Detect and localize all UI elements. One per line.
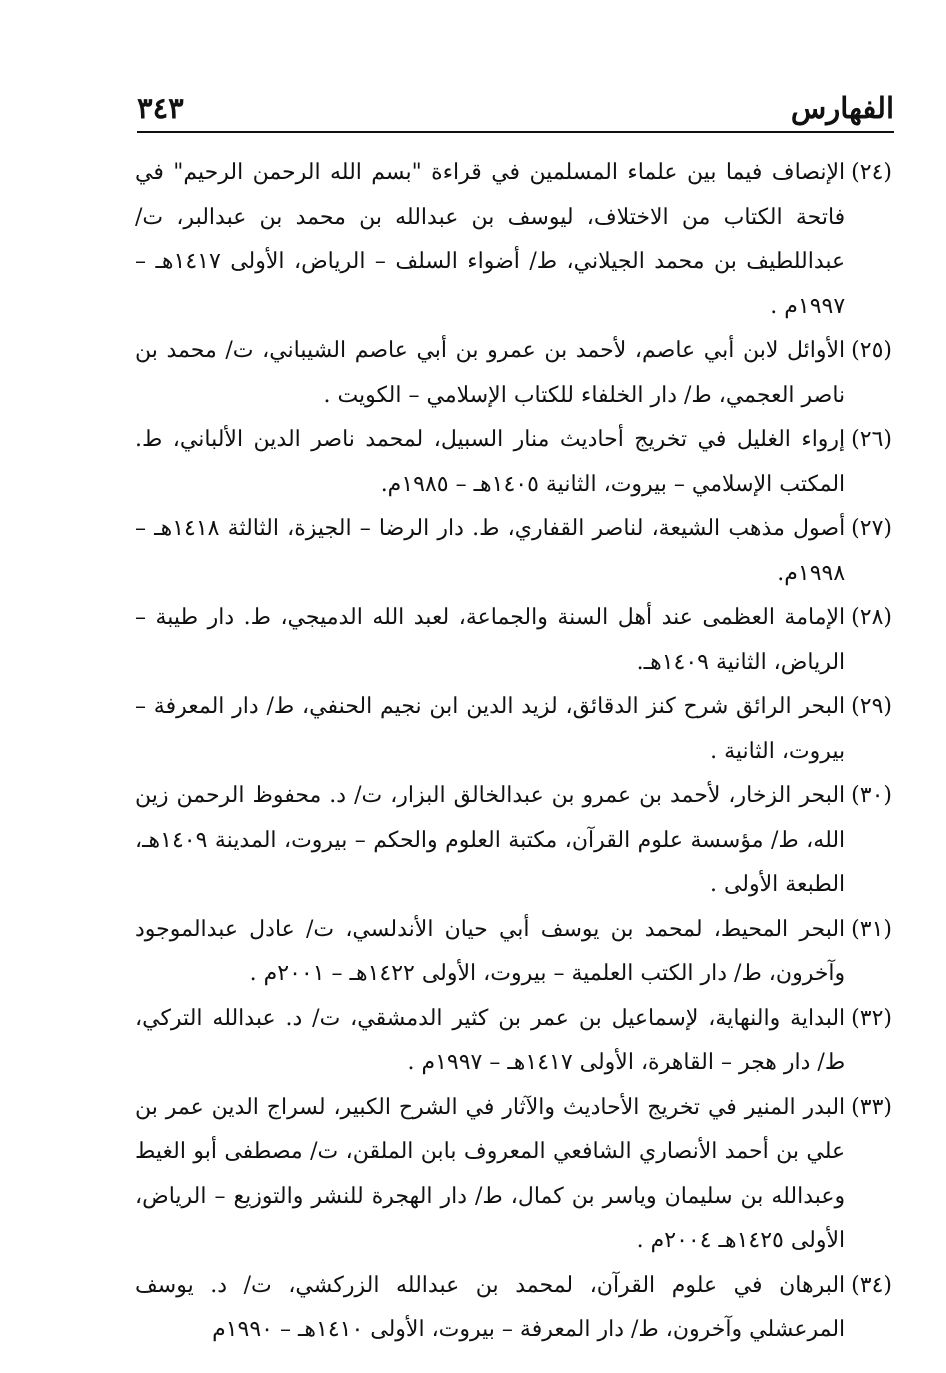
entry-text: البحر الرائق شرح كنز الدقائق، لزيد الدين ابن نجيم الحنفي، ط/ دار المعرفة – بيروت، الثانية . bbox=[135, 694, 846, 764]
entry-number: (٢٥) bbox=[851, 338, 892, 363]
entry-text: الإنصاف فيما بين علماء المسلمين في قراءة "بسم الله الرحمن الرحيم" في فاتحة الكتاب من الاختلاف، ليوسف بن عبدالله بن محمد بن عبدالبر، ت/ عبداللطيف بن محمد الجيلاني، ط/ أضواء السلف – الرياض، الأولى ١٤١٧هـ – ١٩٩٧م . bbox=[135, 160, 846, 319]
header-divider bbox=[137, 131, 894, 133]
bibliography-list bbox=[135, 151, 892, 1353]
entry-text: البدر المنير في تخريج الأحاديث والآثار في الشرح الكبير، لسراج الدين عمر بن علي بن أحمد الأنصاري الشافعي المعروف بابن الملقن، ت/ مصطفى أبو الغيط وعبدالله بن سليمان وياسر بن كمال، ط/ دار الهجرة للنشر والتوزيع – الرياض، الأولى ١٤٢٥هـ ٢٠٠٤م . bbox=[135, 1094, 846, 1253]
entry-number: (٢٩) bbox=[851, 694, 892, 719]
section-title: الفهارس bbox=[790, 91, 894, 125]
bibliography-entry-27 bbox=[135, 507, 892, 596]
entry-number: (٢٤) bbox=[851, 160, 892, 185]
bibliography-entry-31 bbox=[135, 908, 892, 997]
entry-text: البحر المحيط، لمحمد بن يوسف أبي حيان الأندلسي، ت/ عادل عبدالموجود وآخرون، ط/ دار الكتب العلمية – بيروت، الأولى ١٤٢٢هـ – ٢٠٠١م . bbox=[135, 916, 846, 986]
bibliography-entry-28 bbox=[135, 596, 892, 685]
entry-text: الأوائل لابن أبي عاصم، لأحمد بن عمرو بن أبي عاصم الشيباني، ت/ محمد بن ناصر العجمي، ط/ دار الخلفاء للكتاب الإسلامي – الكويت . bbox=[135, 338, 846, 408]
bibliography-entry-29 bbox=[135, 685, 892, 774]
entry-number: (٣١) bbox=[851, 916, 892, 942]
bibliography-entry-34 bbox=[135, 1264, 892, 1353]
entry-number: (٢٧) bbox=[851, 516, 892, 541]
entry-number: (٣٠) bbox=[851, 783, 892, 808]
bibliography-entry-32 bbox=[135, 997, 892, 1086]
entry-text: البداية والنهاية، لإسماعيل بن عمر بن كثير الدمشقي، ت/ د. عبدالله التركي، ط/ دار هجر – القاهرة، الأولى ١٤١٧هـ – ١٩٩٧م . bbox=[135, 1005, 846, 1075]
entry-number: (٢٨) bbox=[851, 605, 892, 630]
bibliography-entry-25 bbox=[135, 329, 892, 418]
entry-text: أصول مذهب الشيعة، لناصر القفاري، ط. دار الرضا – الجيزة، الثالثة ١٤١٨هـ – ١٩٩٨م. bbox=[135, 516, 846, 586]
bibliography-entry-26 bbox=[135, 418, 892, 507]
entry-number: (٢٦) bbox=[851, 427, 892, 452]
entry-number: (٣٤) bbox=[851, 1272, 892, 1298]
entry-text: الإمامة العظمى عند أهل السنة والجماعة، لعبد الله الدميجي، ط. دار طيبة – الرياض، الثانية ١٤٠٩هـ. bbox=[135, 605, 846, 675]
entry-text: البرهان في علوم القرآن، لمحمد بن عبدالله الزركشي، ت/ د. يوسف المرعشلي وآخرون، ط/ دار المعرفة – بيروت، الأولى ١٤١٠هـ – ١٩٩٠م bbox=[135, 1272, 846, 1342]
entry-number: (٣٣) bbox=[851, 1094, 892, 1120]
entry-text: إرواء الغليل في تخريج أحاديث منار السبيل، لمحمد ناصر الدين الألباني، ط. المكتب الإسلامي – بيروت، الثانية ١٤٠٥هـ – ١٩٨٥م. bbox=[135, 427, 846, 497]
page-number: ٣٤٣ bbox=[137, 91, 184, 125]
entry-number: (٣٢) bbox=[851, 1005, 892, 1031]
bibliography-entry-24 bbox=[135, 151, 892, 329]
bibliography-entry-30 bbox=[135, 774, 892, 908]
page-header bbox=[137, 88, 894, 128]
entry-text: البحر الزخار، لأحمد بن عمرو بن عبدالخالق البزار، ت/ د. محفوظ الرحمن زين الله، ط/ مؤسسة علوم القرآن، مكتبة العلوم والحكم – بيروت، المدينة ١٤٠٩هـ، الطبعة الأولى . bbox=[135, 783, 846, 897]
bibliography-entry-33 bbox=[135, 1086, 892, 1264]
